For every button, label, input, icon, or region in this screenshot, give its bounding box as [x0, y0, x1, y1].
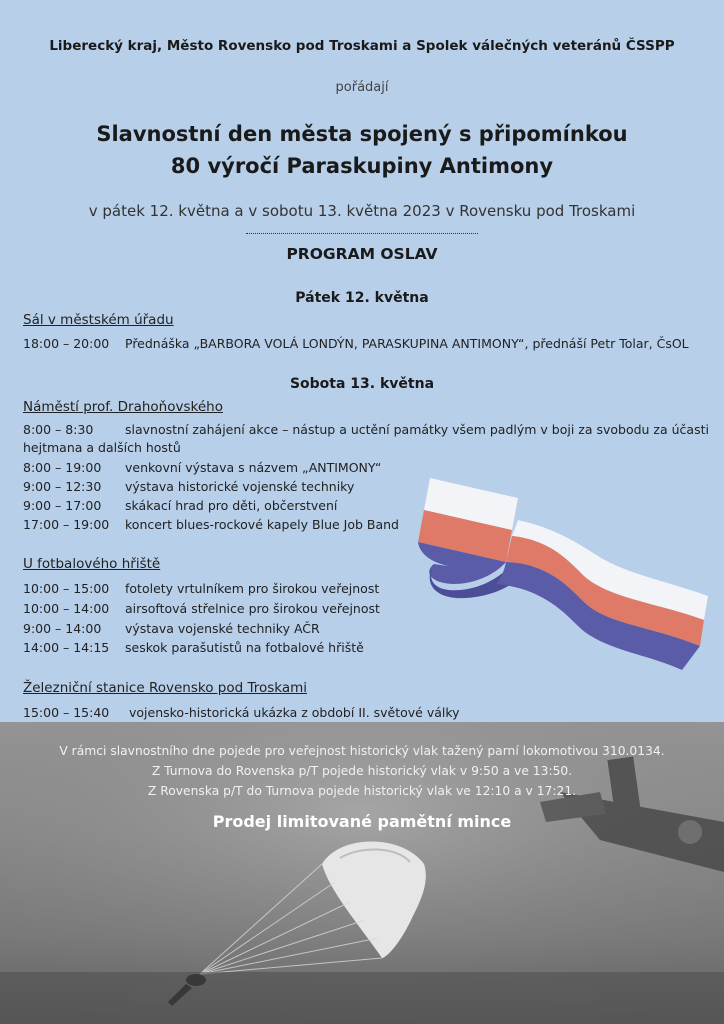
row-text: airsoftová střelnice pro širokou veřejnost: [125, 601, 380, 616]
row-text: výstava historické vojenské techniky: [125, 479, 355, 494]
organize-verb: pořádají: [335, 80, 389, 95]
program-title: PROGRAM OSLAV: [286, 245, 438, 263]
event-dates: v pátek 12. května a v sobotu 13. května 2023 v Rovensku pod Troskami: [88, 202, 636, 220]
schedule-row: [23, 516, 399, 534]
row-text: venkovní výstava s názvem „ANTIMONY“: [125, 460, 382, 475]
schedule-row: [23, 335, 689, 353]
row-time: 9:00 – 12:30: [23, 479, 102, 494]
row-time: 10:00 – 15:00: [23, 581, 110, 596]
schedule-row: [23, 639, 364, 657]
train-info-line-3: Z Rovenska p/T do Turnova pojede historický vlak ve 12:10 a v 17:21.: [147, 784, 577, 798]
schedule-row: [23, 600, 380, 618]
venue-football-field: U fotbalového hřiště: [23, 556, 161, 572]
row-text: seskok parašutistů na fotbalové hřiště: [125, 640, 364, 655]
day-heading-saturday: Sobota 13. května: [289, 376, 435, 392]
czech-flag-ribbon-illustration: [400, 470, 720, 680]
venue-hall: Sál v městském úřadu: [23, 312, 174, 328]
row-time: 9:00 – 17:00: [23, 498, 102, 513]
venue-railway-station: Železniční stanice Rovensko pod Troskami: [23, 680, 308, 696]
dotted-divider: [246, 233, 478, 234]
row-time: 9:00 – 14:00: [23, 621, 102, 636]
row-time: 15:00 – 15:40: [23, 705, 110, 720]
row-text: koncert blues-rockové kapely Blue Job Band: [125, 517, 399, 532]
train-info-line-2: Z Turnova do Rovenska p/T pojede historický vlak v 9:50 a ve 13:50.: [151, 764, 573, 778]
train-info-line-1: V rámci slavnostního dne pojede pro veřejnost historický vlak tažený parní lokomotivou 310.0134.: [59, 744, 665, 758]
day-heading-friday: Pátek 12. května: [295, 290, 429, 306]
schedule-row: [23, 497, 337, 515]
schedule-row: [23, 459, 381, 477]
row-text: slavnostní zahájení akce – nástup a uctění památky všem padlým v boji za svobodu za účasti hejtmana a dalších hostů: [23, 422, 709, 455]
venue-square: Náměstí prof. Drahoňovského: [23, 399, 223, 415]
event-title: [0, 118, 724, 182]
event-title-line-1: Slavnostní den města spojený s připomínkou: [96, 122, 628, 146]
row-time: 8:00 – 19:00: [23, 460, 102, 475]
schedule-row: [23, 478, 354, 496]
organizers-line: Liberecký kraj, Město Rovensko pod Troskami a Spolek válečných veteránů ČSSPP: [49, 38, 675, 54]
row-time: 14:00 – 14:15: [23, 640, 110, 655]
row-text: vojensko-historická ukázka z období II. světové války: [129, 705, 460, 720]
row-time: 18:00 – 20:00: [23, 336, 110, 351]
row-time: 17:00 – 19:00: [23, 517, 110, 532]
schedule-row: [23, 421, 713, 457]
coin-sale-announcement: Prodej limitované pamětní mince: [212, 812, 512, 831]
row-text: fotolety vrtulníkem pro širokou veřejnost: [125, 581, 380, 596]
schedule-row: [23, 704, 460, 722]
schedule-row: [23, 620, 320, 638]
event-title-line-2: 80 výročí Paraskupiny Antimony: [170, 154, 554, 178]
row-time: 8:00 – 8:30: [23, 422, 94, 437]
row-time: 10:00 – 14:00: [23, 601, 110, 616]
row-text: Přednáška „BARBORA VOLÁ LONDÝN, PARASKUPINA ANTIMONY“, přednáší Petr Tolar, ČsOL: [125, 336, 689, 351]
schedule-row: [23, 580, 379, 598]
row-text: výstava vojenské techniky AČR: [125, 621, 320, 636]
row-text: skákací hrad pro děti, občerstvení: [125, 498, 338, 513]
